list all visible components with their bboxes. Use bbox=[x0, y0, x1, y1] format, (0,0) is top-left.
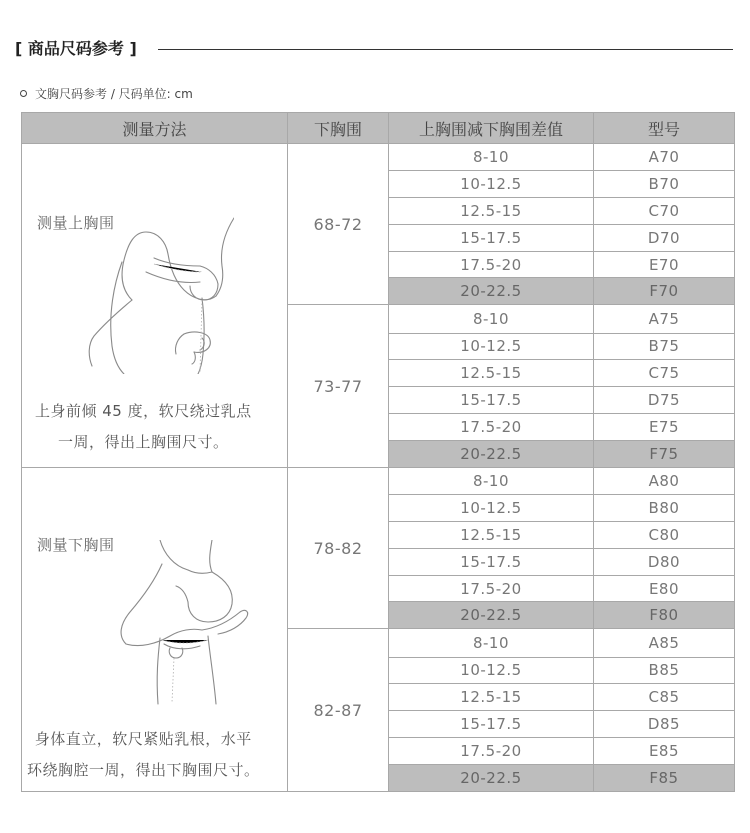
size-cell: E80 bbox=[594, 575, 735, 602]
header-method: 测量方法 bbox=[22, 113, 288, 144]
difference-cell: 17.5-20 bbox=[389, 414, 594, 441]
size-cell: A85 bbox=[594, 629, 735, 657]
size-cell: F75 bbox=[594, 441, 735, 468]
table-header-row bbox=[22, 113, 735, 144]
difference-cell: 12.5-15 bbox=[389, 684, 594, 711]
size-cell: D75 bbox=[594, 387, 735, 414]
upper-bust-measuring-illustration bbox=[84, 214, 234, 374]
upper-bust-method-cell bbox=[22, 144, 288, 468]
size-cell: B80 bbox=[594, 494, 735, 521]
measuring-figure bbox=[84, 214, 234, 378]
difference-cell: 17.5-20 bbox=[389, 738, 594, 765]
difference-cell: 15-17.5 bbox=[389, 548, 594, 575]
difference-cell: 20-22.5 bbox=[389, 765, 594, 792]
difference-cell: 12.5-15 bbox=[389, 360, 594, 387]
header-underbust: 下胸围 bbox=[288, 113, 389, 144]
underbust-range-cell: 78-82 bbox=[288, 468, 389, 629]
size-cell: E75 bbox=[594, 414, 735, 441]
size-cell: C85 bbox=[594, 684, 735, 711]
header-divider bbox=[158, 49, 733, 50]
size-cell: D85 bbox=[594, 711, 735, 738]
difference-cell: 17.5-20 bbox=[389, 575, 594, 602]
header-difference: 上胸围减下胸围差值 bbox=[389, 113, 594, 144]
size-cell: B85 bbox=[594, 657, 735, 684]
difference-cell: 20-22.5 bbox=[389, 278, 594, 305]
table-row bbox=[22, 144, 735, 171]
difference-cell: 12.5-15 bbox=[389, 197, 594, 224]
size-cell: B75 bbox=[594, 333, 735, 360]
size-cell: E70 bbox=[594, 251, 735, 278]
table-row bbox=[22, 468, 735, 495]
difference-cell: 20-22.5 bbox=[389, 602, 594, 629]
method-description-line: 身体直立，软尺紧贴乳根，水平 bbox=[34, 730, 252, 748]
difference-cell: 17.5-20 bbox=[389, 251, 594, 278]
difference-cell: 15-17.5 bbox=[389, 711, 594, 738]
difference-cell: 10-12.5 bbox=[389, 170, 594, 197]
size-cell: F70 bbox=[594, 278, 735, 305]
header-size: 型号 bbox=[594, 113, 735, 144]
underbust-range-cell: 73-77 bbox=[288, 305, 389, 468]
method-label: 测量上胸围 bbox=[37, 214, 115, 232]
size-cell: C80 bbox=[594, 521, 735, 548]
difference-cell: 8-10 bbox=[389, 305, 594, 333]
size-cell: D80 bbox=[594, 548, 735, 575]
difference-cell: 8-10 bbox=[389, 144, 594, 171]
difference-cell: 8-10 bbox=[389, 468, 594, 495]
underbust-range-cell: 68-72 bbox=[288, 144, 389, 305]
size-cell: A70 bbox=[594, 144, 735, 171]
bra-size-table bbox=[21, 112, 735, 792]
table-caption-text: 文胸尺码参考 / 尺码单位: cm bbox=[35, 87, 193, 101]
difference-cell: 12.5-15 bbox=[389, 521, 594, 548]
size-cell: D70 bbox=[594, 224, 735, 251]
table-caption bbox=[20, 84, 193, 104]
method-description-line: 上身前倾 45 度，软尺绕过乳点 bbox=[35, 402, 252, 420]
size-cell: B70 bbox=[594, 170, 735, 197]
difference-cell: 15-17.5 bbox=[389, 224, 594, 251]
bullet-circle-icon bbox=[20, 90, 27, 97]
under-bust-measuring-illustration bbox=[100, 540, 260, 705]
section-header bbox=[15, 36, 733, 62]
size-cell: C75 bbox=[594, 360, 735, 387]
size-cell: C70 bbox=[594, 197, 735, 224]
size-cell: A80 bbox=[594, 468, 735, 495]
method-description bbox=[35, 396, 252, 458]
measuring-figure bbox=[100, 540, 260, 709]
difference-cell: 10-12.5 bbox=[389, 494, 594, 521]
method-label: 测量下胸围 bbox=[37, 536, 115, 554]
size-cell: A75 bbox=[594, 305, 735, 333]
size-cell: E85 bbox=[594, 738, 735, 765]
difference-cell: 10-12.5 bbox=[389, 657, 594, 684]
under-bust-method-cell bbox=[22, 468, 288, 792]
method-description-line: 环绕胸腔一周，得出下胸围尺寸。 bbox=[27, 761, 260, 779]
difference-cell: 20-22.5 bbox=[389, 441, 594, 468]
difference-cell: 15-17.5 bbox=[389, 387, 594, 414]
section-title: [ 商品尺码参考 ] bbox=[15, 39, 137, 58]
size-cell: F85 bbox=[594, 765, 735, 792]
difference-cell: 8-10 bbox=[389, 629, 594, 657]
size-cell: F80 bbox=[594, 602, 735, 629]
method-description bbox=[27, 724, 260, 786]
method-description-line: 一周，得出上胸围尺寸。 bbox=[58, 433, 229, 451]
difference-cell: 10-12.5 bbox=[389, 333, 594, 360]
underbust-range-cell: 82-87 bbox=[288, 629, 389, 792]
